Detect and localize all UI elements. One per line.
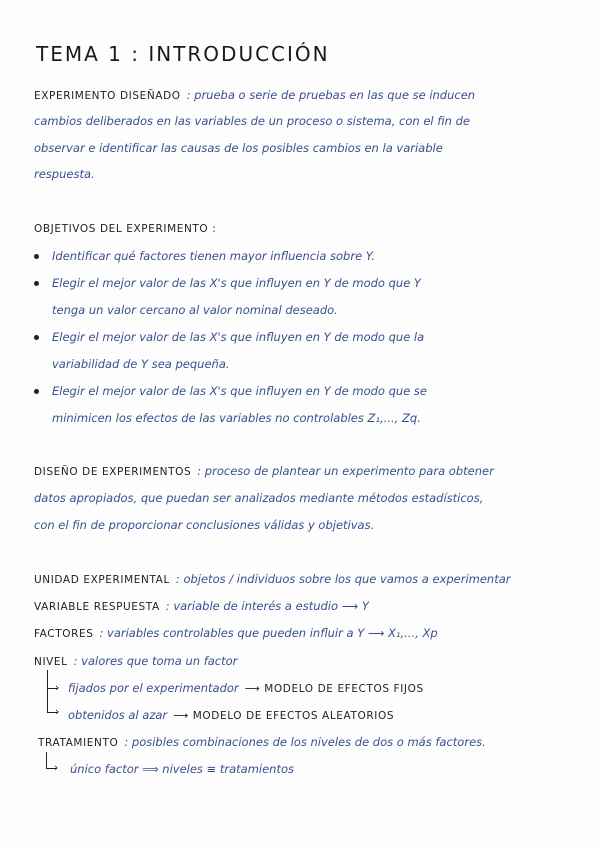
obtenidos-model: ⟶ MODELO DE EFECTOS ALEATORIOS <box>173 710 395 722</box>
fijados-text: fijados por el experimentador <box>68 681 239 695</box>
obtenidos-text: obtenidos al azar <box>68 708 168 722</box>
experimento-line-4: respuesta. <box>34 167 95 181</box>
variable-term: VARIABLE RESPUESTA <box>34 601 160 613</box>
bullet-dot <box>34 281 39 286</box>
unidad-def: : objetos / individuos sobre los que vamos a experimentar <box>175 572 511 586</box>
factores-def: : variables controlables que pueden influir a Y ⟶ X₁,..., Xp <box>99 626 438 640</box>
factores-line <box>34 626 438 641</box>
unico-line: único factor ⟹ niveles ≡ tratamientos <box>70 762 294 776</box>
variable-line <box>34 599 369 614</box>
tratamiento-term: TRATAMIENTO <box>38 737 119 749</box>
experimento-line-3: observar e identificar las causas de los posibles cambios en la variable <box>34 141 443 155</box>
arrow-tip-icon: › <box>55 681 60 694</box>
page-title: TEMA 1 : INTRODUCCIÓN <box>36 42 330 66</box>
diseno-term: DISEÑO DE EXPERIMENTOS <box>34 466 192 478</box>
fijados-line <box>68 681 424 696</box>
objetivo-2a: Elegir el mejor valor de las X's que influyen en Y de modo que Y <box>52 276 421 290</box>
nivel-term: NIVEL <box>34 656 68 668</box>
nivel-line <box>34 654 237 669</box>
nivel-def: : valores que toma un factor <box>73 654 238 668</box>
tratamiento-def: : posibles combinaciones de los niveles de dos o más factores. <box>124 735 486 749</box>
experimento-term: EXPERIMENTO DISEÑADO <box>34 90 181 102</box>
tratamiento-line <box>38 735 486 750</box>
variable-def: : variable de interés a estudio ⟶ Y <box>165 599 369 613</box>
objetivo-2b: tenga un valor cercano al valor nominal deseado. <box>52 303 338 317</box>
objetivos-heading: OBJETIVOS DEL EXPERIMENTO : <box>34 223 217 235</box>
diseno-line-3: con el fin de proporcionar conclusiones válidas y objetivas. <box>34 518 375 532</box>
fijados-model: ⟶ MODELO DE EFECTOS FIJOS <box>244 683 424 695</box>
unidad-term: UNIDAD EXPERIMENTAL <box>34 574 170 586</box>
unidad-line <box>34 572 510 587</box>
arrow-tip-icon: › <box>54 761 59 774</box>
factores-term: FACTORES <box>34 628 94 640</box>
diseno-line-2: datos apropiados, que puedan ser analizados mediante métodos estadísticos, <box>34 491 484 505</box>
obtenidos-line <box>68 708 394 723</box>
diseno-def-1: : proceso de plantear un experimento para obtener <box>197 464 494 478</box>
bullet-dot <box>34 389 39 394</box>
objetivo-3a: Elegir el mejor valor de las X's que influyen en Y de modo que la <box>52 330 425 344</box>
bullet-dot <box>34 254 39 259</box>
objetivo-1: Identificar qué factores tienen mayor influencia sobre Y. <box>52 249 376 263</box>
experimento-line-1 <box>34 88 475 103</box>
bullet-dot <box>34 335 39 340</box>
experimento-def-1: : prueba o serie de pruebas en las que se inducen <box>186 88 476 102</box>
arrow-tip-icon: › <box>55 705 60 718</box>
diseno-line-1 <box>34 464 494 479</box>
objetivo-3b: variabilidad de Y sea pequeña. <box>52 357 230 371</box>
experimento-line-2: cambios deliberados en las variables de un proceso o sistema, con el fin de <box>34 114 470 128</box>
objetivo-4a: Elegir el mejor valor de las X's que influyen en Y de modo que se <box>52 384 427 398</box>
objetivo-4b: minimicen los efectos de las variables no controlables Z₁,..., Zq. <box>52 411 421 425</box>
